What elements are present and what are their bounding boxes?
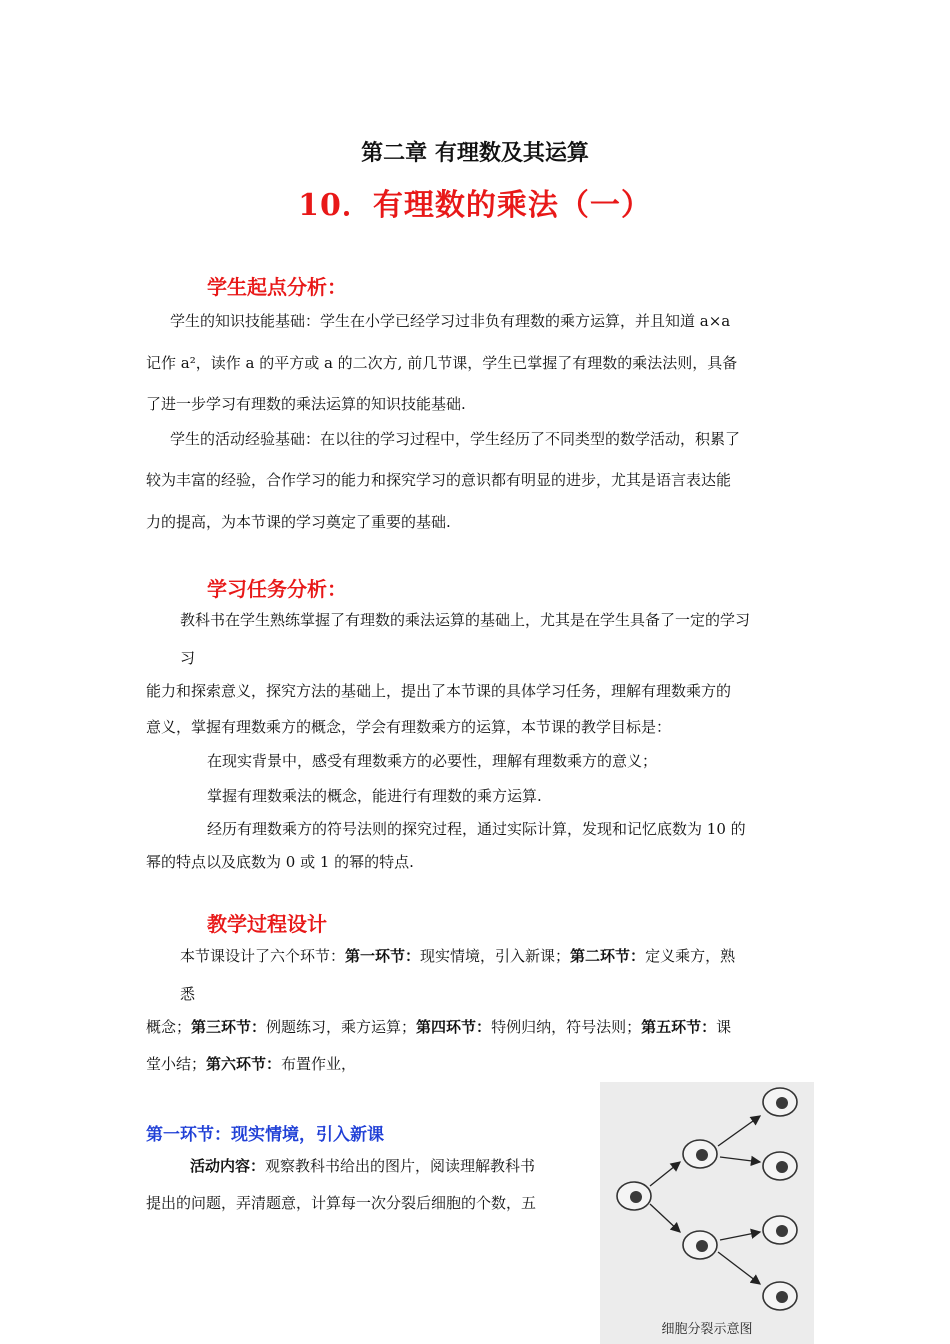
cell — [617, 1182, 651, 1210]
cell — [683, 1140, 717, 1168]
paragraph-line: 了进一步学习有理数的乘法运算的知识技能基础. — [146, 395, 466, 413]
figure-caption: 细胞分裂示意图 — [661, 1322, 753, 1337]
paragraph-line: 提出的问题，弄清题意，计算每一次分裂后细胞的个数，五 — [146, 1194, 537, 1212]
paragraph-line: 活动内容：观察教科书给出的图片，阅读理解教科书 — [190, 1157, 536, 1175]
cell — [763, 1152, 797, 1180]
objective-line: 在现实背景中，感受有理数乘方的必要性，理解有理数乘方的意义； — [207, 752, 658, 770]
arrow — [720, 1232, 760, 1240]
paragraph-line: 力的提高，为本节课的学习奠定了重要的基础. — [146, 513, 451, 531]
paragraph-line: 本节课设计了六个环节：第一环节：现实情境，引入新课；第二环节：定义乘方，熟 — [180, 947, 736, 965]
objective-line: 经历有理数乘方的符号法则的探究过程，通过实际计算，发现和记忆底数为 10 的 — [207, 820, 746, 838]
section-heading-process-design: 教学过程设计 — [207, 912, 327, 936]
cell — [763, 1216, 797, 1244]
paragraph-line: 记作 a²，读作 a 的平方或 a 的二次方, 前几节课，学生已掌握了有理数的乘法法则，具备 — [146, 354, 738, 372]
paragraph-line: 学生的知识技能基础：学生在小学已经学习过非负有理数的乘方运算，并且知道 a×a — [170, 312, 731, 330]
arrow — [650, 1204, 680, 1232]
paragraph-line: 意义，掌握有理数乘方的概念，学会有理数乘方的运算，本节课的教学目标是： — [146, 718, 672, 736]
arrow — [650, 1162, 680, 1186]
lesson-title: 10．有理数的乘法（一） — [298, 188, 652, 223]
paragraph-line: 习 — [180, 649, 196, 667]
cell — [683, 1231, 717, 1259]
paragraph-line: 学生的活动经验基础：在以往的学习过程中，学生经历了不同类型的数学活动，积累了 — [170, 430, 741, 448]
paragraph-line: 较为丰富的经验，合作学习的能力和探究学习的意识都有明显的进步，尤其是语言表达能 — [146, 471, 732, 489]
arrow — [718, 1116, 760, 1146]
cell — [763, 1282, 797, 1310]
section-heading-task-analysis: 学习任务分析： — [207, 577, 347, 601]
stage-heading: 第一环节：现实情境，引入新课 — [146, 1125, 384, 1145]
cell-division-diagram — [600, 1082, 814, 1318]
objective-line: 幂的特点以及底数为 0 或 1 的幂的特点. — [146, 853, 414, 871]
chapter-title: 第二章 有理数及其运算 — [361, 140, 589, 166]
paragraph-line: 教科书在学生熟练掌握了有理数的乘法运算的基础上，尤其是在学生具备了一定的学习 — [180, 611, 751, 629]
arrow — [718, 1252, 760, 1284]
section-heading-student-analysis: 学生起点分析： — [207, 275, 347, 299]
paragraph-line: 堂小结；第六环节：布置作业， — [146, 1055, 357, 1073]
paragraph-line: 悉 — [180, 985, 196, 1003]
cell-division-figure — [600, 1082, 814, 1344]
objective-line: 掌握有理数乘法的概念，能进行有理数的乘方运算. — [207, 787, 542, 805]
cell — [763, 1088, 797, 1116]
paragraph-line: 概念；第三环节：例题练习，乘方运算；第四环节：特例归纳，符号法则；第五环节：课 — [146, 1018, 732, 1036]
arrow — [720, 1157, 760, 1162]
paragraph-line: 能力和探索意义，探究方法的基础上，提出了本节课的具体学习任务，理解有理数乘方的 — [146, 682, 732, 700]
